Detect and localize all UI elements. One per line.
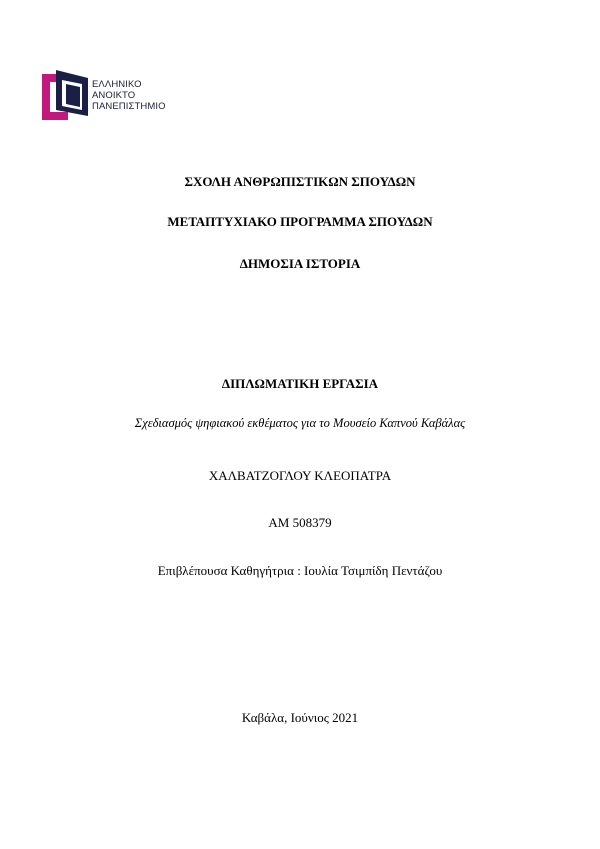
document-type: ΔΙΠΛΩΜΑΤΙΚΗ ΕΡΓΑΣΙΑ <box>221 376 379 391</box>
field-name: ΔΗΜΟΣΙΑ ΙΣΤΟΡΙΑ <box>239 256 361 271</box>
logo-wordmark <box>92 79 166 112</box>
logo-line-2: ΑΝΟΙΚΤΟ <box>92 90 136 101</box>
supervisor: Επιβλέπουσα Καθηγήτρια : Ιουλία Τσιμπίδη Πεντάζου <box>157 563 443 578</box>
author-name: ΧΑΛΒΑΤΖΟΓΛΟΥ ΚΛΕΟΠΑΤΡΑ <box>208 468 392 483</box>
student-id: ΑΜ 508379 <box>268 515 332 530</box>
program-name: ΜΕΤΑΠΤΥΧΙΑΚΟ ΠΡΟΓΡΑΜΜΑ ΣΠΟΥΔΩΝ <box>167 214 433 229</box>
eap-logo-icon <box>42 70 90 120</box>
logo-line-1: ΕΛΛΗΝΙΚΟ <box>92 79 142 90</box>
thesis-title: Σχεδιασμός ψηφιακού εκθέματος για το Μουσείο Καπνού Καβάλας <box>134 416 466 430</box>
university-logo <box>42 70 182 122</box>
place-date: Καβάλα, Ιούνιος 2021 <box>241 710 359 725</box>
logo-line-3: ΠΑΝΕΠΙΣΤΗΜΙΟ <box>92 101 166 112</box>
school-name: ΣΧΟΛΗ ΑΝΘΡΩΠΙΣΤΙΚΩΝ ΣΠΟΥΔΩΝ <box>184 174 416 189</box>
